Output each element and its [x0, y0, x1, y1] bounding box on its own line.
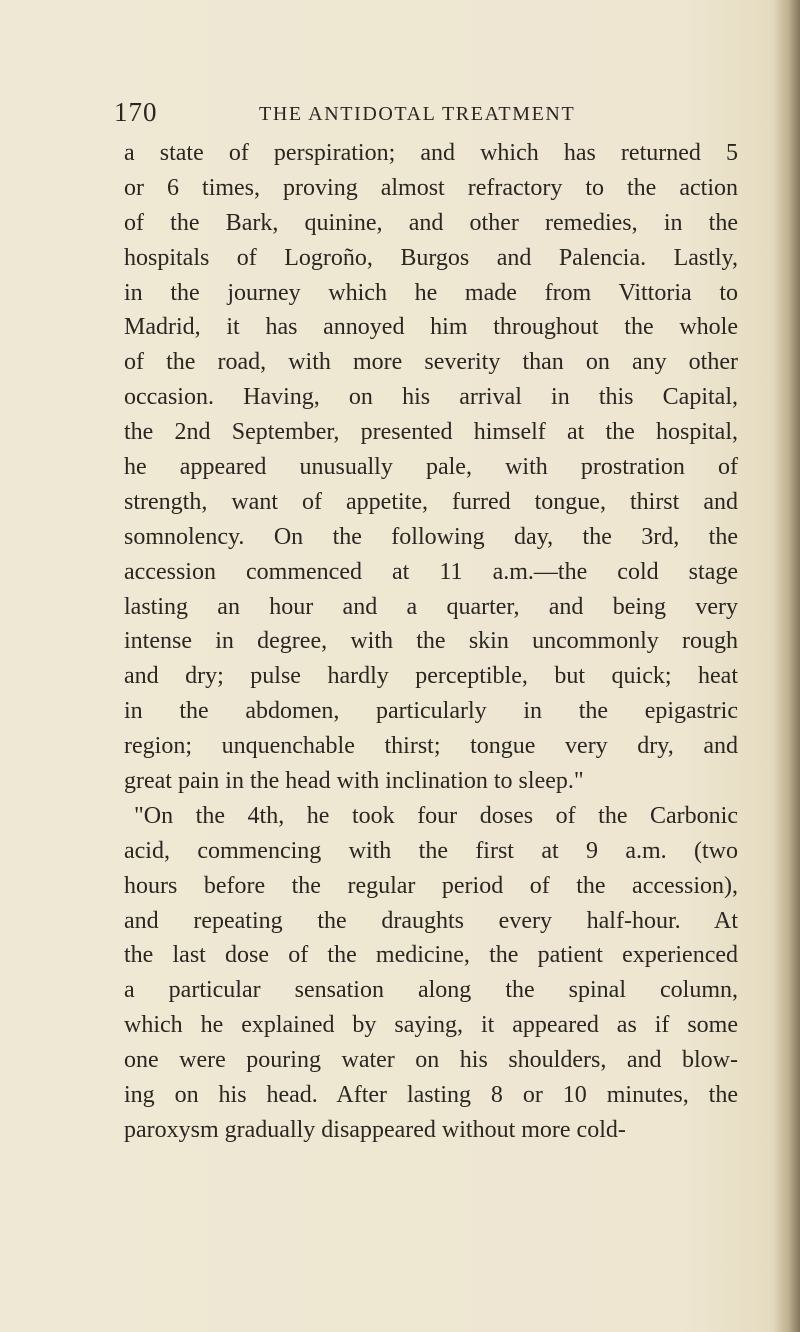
- text-line: in the journey which he made from Vittoria to: [124, 279, 738, 306]
- text-line: intense in degree, with the skin uncommonly rough: [124, 628, 738, 655]
- text-line: the last dose of the medicine, the patient experienced: [124, 942, 738, 969]
- page-edge-shadow: [774, 0, 800, 1332]
- text-line: a state of perspiration; and which has returned 5: [124, 140, 738, 166]
- text-line: occasion. Having, on his arrival in this Capital,: [124, 384, 738, 411]
- text-line: ing on his head. After lasting 8 or 10 minutes, the: [124, 1082, 738, 1109]
- text-line: one were pouring water on his shoulders, and blow-: [124, 1047, 738, 1074]
- text-line: a particular sensation along the spinal column,: [124, 977, 738, 1004]
- text-line: hospitals of Logroño, Burgos and Palencia. Lastly,: [124, 244, 738, 271]
- text-line: lasting an hour and a quarter, and being very: [124, 593, 738, 620]
- text-line: somnolency. On the following day, the 3rd, the: [124, 523, 738, 550]
- text-line: acid, commencing with the first at 9 a.m. (two: [124, 837, 738, 864]
- text-line: strength, want of appetite, furred tongue, thirst and: [124, 488, 738, 515]
- text-line: of the road, with more severity than on any other: [124, 349, 738, 376]
- text-line: which he explained by saying, it appeared as if some: [124, 1012, 738, 1039]
- text-line: hours before the regular period of the accession),: [124, 872, 738, 899]
- text-line: accession commenced at 11 a.m.—the cold stage: [124, 558, 738, 585]
- body-text: [124, 136, 738, 1148]
- text-line: "On the 4th, he took four doses of the Carbonic: [134, 802, 738, 829]
- text-line: region; unquenchable thirst; tongue very dry, and: [124, 733, 738, 760]
- text-line: and dry; pulse hardly perceptible, but quick; heat: [124, 663, 738, 690]
- text-line: in the abdomen, particularly in the epigastric: [124, 698, 738, 725]
- text-line: or 6 times, proving almost refractory to the action: [124, 174, 738, 201]
- text-line: the 2nd September, presented himself at the hospital,: [124, 419, 738, 446]
- text-line: he appeared unusually pale, with prostration of: [124, 454, 738, 481]
- text-line: of the Bark, quinine, and other remedies, in the: [124, 209, 738, 236]
- running-head: THE ANTIDOTAL TREATMENT: [259, 103, 576, 125]
- text-line: paroxysm gradually disappeared without more cold-: [124, 1116, 626, 1143]
- text-line: and repeating the draughts every half-hour. At: [124, 907, 738, 934]
- text-line: Madrid, it has annoyed him throughout the whole: [124, 314, 738, 341]
- page-number: 170: [114, 97, 158, 127]
- text-line: great pain in the head with inclination to sleep.": [124, 768, 584, 795]
